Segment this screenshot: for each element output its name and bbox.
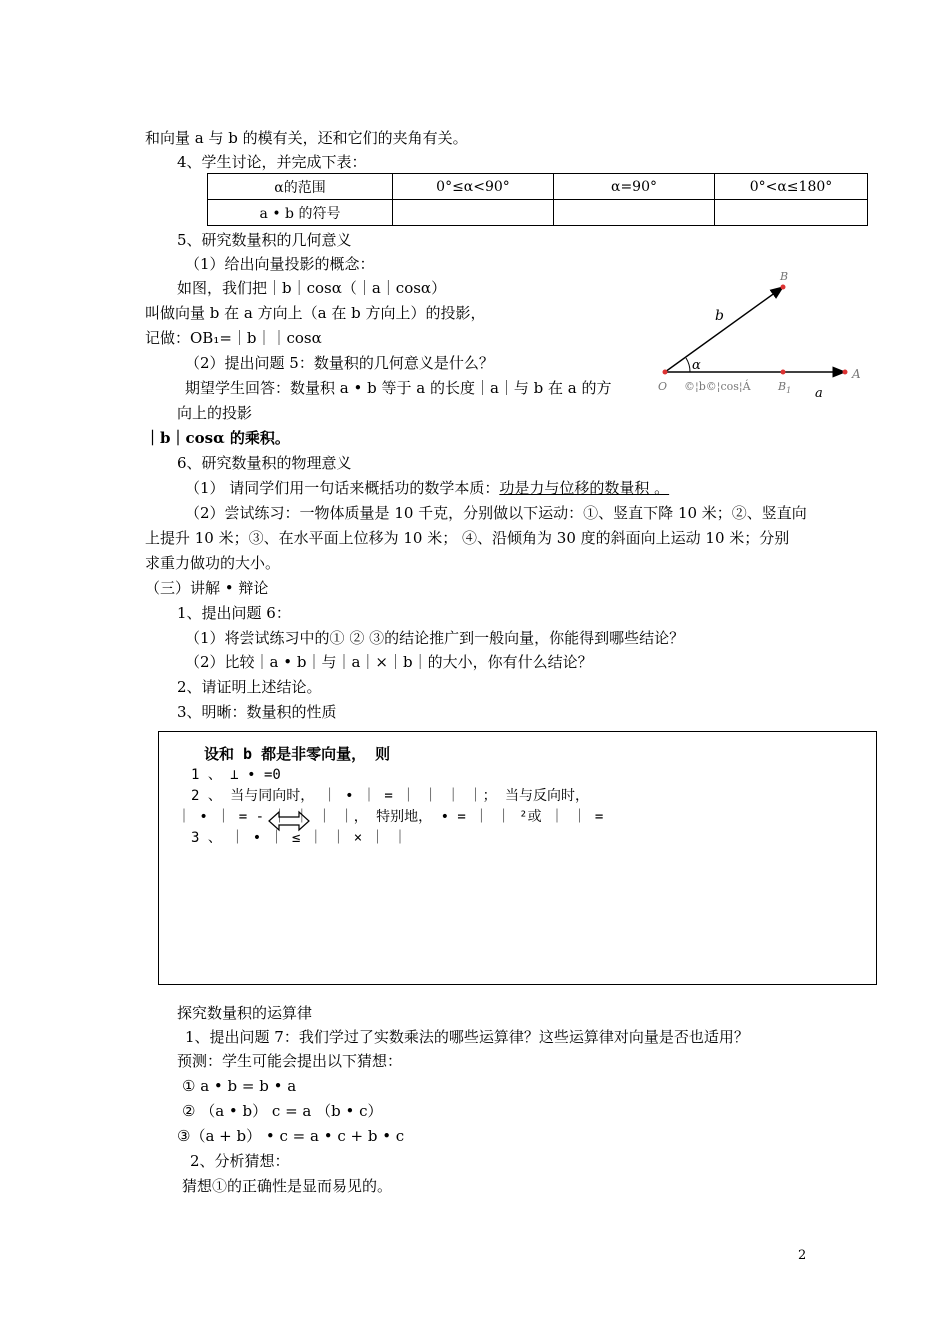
table-row (208, 200, 868, 226)
text-line: 4、学生讨论，并完成下表： (177, 153, 367, 171)
label-vector-b: b (715, 308, 724, 324)
text-line: （2）比较｜a • b｜与｜a｜×｜b｜的大小，你有什么结论？ (185, 653, 593, 671)
text-line: 1、提出问题 6： (177, 604, 291, 622)
box-line: 1 、 ⊥ • =0 (191, 767, 281, 783)
text-line: （1）给出向量投影的概念： (185, 255, 375, 273)
table-cell (393, 200, 554, 226)
text-line: 探究数量积的运算律 (177, 1004, 313, 1022)
text-line (185, 478, 669, 498)
table-cell: a • b 的符号 (208, 200, 393, 226)
text-line: （2）提出问题 5：数量积的几何意义是什么？ (185, 354, 494, 372)
text-line: 向上的投影 (177, 404, 253, 422)
text-line: 5、研究数量积的几何意义 (177, 231, 352, 249)
text-line: 猜想①的正确性是显而易见的。 (182, 1177, 393, 1195)
garbled-caption: ©¦b©¦cos¦Á (684, 380, 751, 393)
text-line: 求重力做功的大小。 (145, 554, 281, 572)
point-b1 (781, 370, 786, 375)
text-line: 和向量 a 与 b 的模有关，还和它们的夹角有关。 (145, 129, 468, 147)
box-line: 2 、 当与同向时， ｜ • ｜ = ｜ ｜ ｜ ｜； 当与反向时， (191, 788, 590, 804)
label-b1: $B_1$ (778, 380, 792, 395)
double-arrow-icon (267, 810, 311, 832)
text-line: （2）尝试练习：一物体质量是 10 千克，分别做以下运动：①、竖直下降 10 米；②、竖直向 (185, 504, 807, 522)
table-cell (554, 200, 715, 226)
text-line: 上提升 10 米；③、在水平面上位移为 10 米； ④、沿倾角为 30 度的斜面向上运动 10 米；分别 (145, 529, 790, 547)
label-alpha: α (692, 358, 701, 373)
label-b: B (780, 270, 789, 283)
table-cell: α=90° (554, 174, 715, 200)
angle-arc (686, 358, 690, 372)
formula-line: ③（a + b） • c = a • c + b • c (177, 1127, 405, 1145)
text-line: （1）将尝试练习中的① ② ③的结论推广到一般向量，你能得到哪些结论？ (185, 629, 685, 647)
vector-b-arrow (665, 287, 783, 372)
text-line: ｜b｜cosα 的乘积。 (145, 429, 290, 447)
section-heading: （三）讲解 • 辩论 (145, 579, 269, 597)
properties-box (158, 731, 877, 985)
box-line: ｜ • ｜ = - ｜ ｜ ｜ ｜， 特别地， • = ｜ ｜ ²或 ｜ ｜ = (177, 809, 604, 825)
formula-line: ② （a • b） c = a （b • c） (182, 1102, 383, 1120)
text-segment: （1） 请同学们用一句话来概括功的数学本质： (185, 479, 500, 497)
table-cell (715, 200, 868, 226)
text-line: 预测：学生可能会提出以下猜想： (177, 1052, 403, 1070)
table-cell: 0°≤α<90° (393, 174, 554, 200)
text-line: 6、研究数量积的物理意义 (177, 454, 352, 472)
point-a (843, 370, 848, 375)
sign-table (207, 173, 868, 226)
formula-line: ① a • b = b • a (182, 1077, 297, 1095)
projection-figure (650, 262, 870, 402)
label-vector-a: a (815, 386, 823, 401)
box-line: 设和 b 都是非零向量， 则 (204, 745, 391, 763)
text-line: 如图，我们把｜b｜cosα（｜a｜cosα） (177, 279, 447, 297)
text-line: 叫做向量 b 在 a 方向上（a 在 b 方向上）的投影， (145, 304, 486, 322)
label-o: O (658, 380, 668, 393)
text-line: 期望学生回答：数量积 a • b 等于 a 的长度｜a｜与 b 在 a 的方 (185, 379, 612, 397)
text-line: 记做：OB₁=｜b｜｜cosα (145, 329, 322, 347)
point-o (663, 370, 668, 375)
table-cell: α的范围 (208, 174, 393, 200)
table-cell: 0°<α≤180° (715, 174, 868, 200)
text-line: 3、明晰：数量积的性质 (177, 703, 337, 721)
point-b (781, 285, 786, 290)
box-line: 3 、 ｜ • ｜ ≤ ｜ ｜ × ｜ ｜ (191, 830, 408, 846)
underlined-answer: 功是力与位移的数量积 。 (499, 479, 670, 497)
text-line: 1、提出问题 7：我们学过了实数乘法的哪些运算律？这些运算律对向量是否也适用？ (185, 1028, 749, 1046)
text-line: 2、分析猜想： (190, 1152, 290, 1170)
text-line: 2、请证明上述结论。 (177, 678, 322, 696)
label-a: A (852, 367, 861, 381)
table-row (208, 174, 868, 200)
page-number: 2 (798, 1248, 807, 1263)
